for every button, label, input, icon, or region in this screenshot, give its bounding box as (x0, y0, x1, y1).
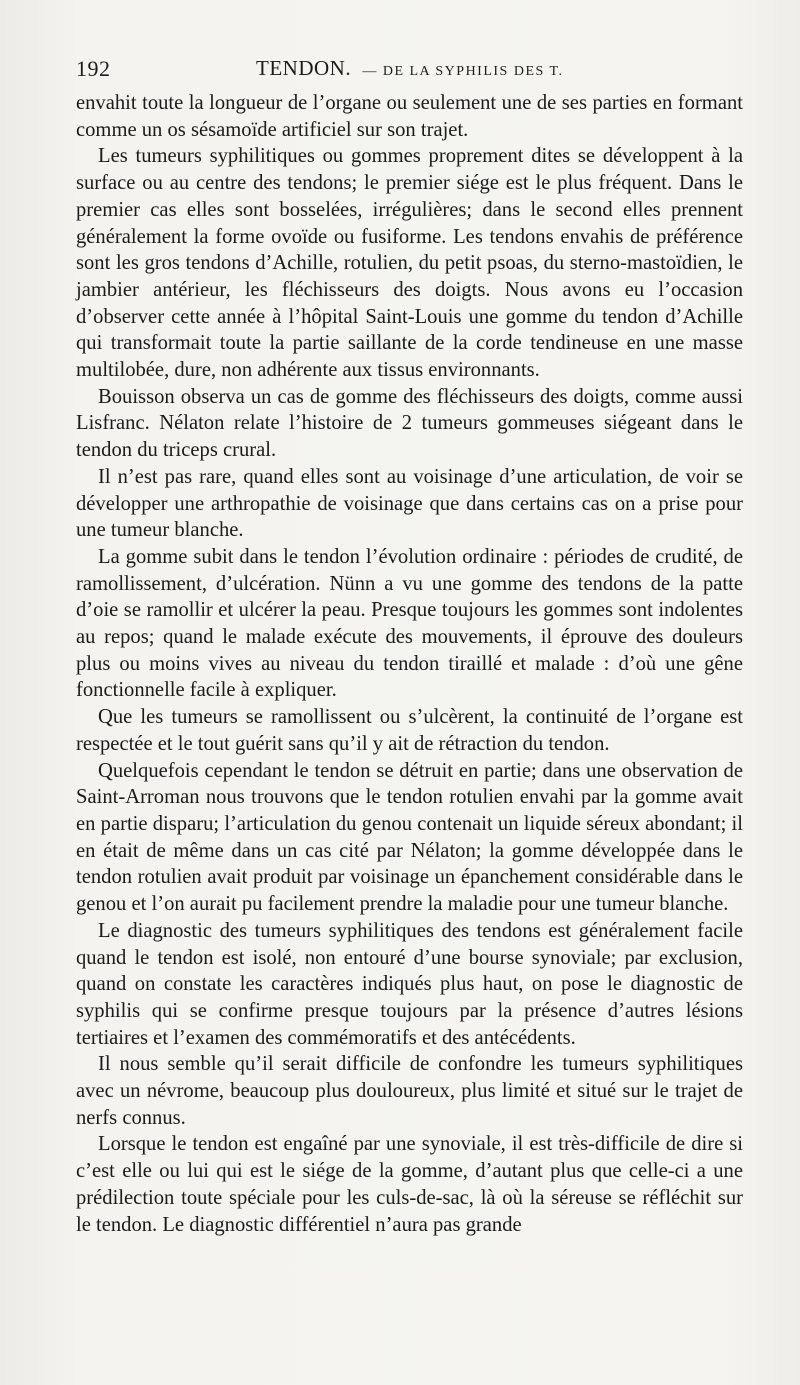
body-text (76, 90, 743, 1238)
page-header (76, 52, 743, 86)
paragraph: Que les tumeurs se ramollissent ou s’ulcèrent, la continuité de l’organe est respectée et le tout guérit sans qu’il y ait de rétraction du tendon. (76, 706, 743, 755)
paragraph: La gomme subit dans le tendon l’évolution ordinaire : périodes de crudité, de ramollissement, d’ulcération. Nünn a vu une gomme des tendons de la patte d’oie se ramollir et ulcérer la peau. Presque toujours les gommes sont indolentes au repos; quand le malade exécute des mouvements, il éprouve des douleurs plus ou moins vives au niveau du tendon tiraillé et malade : d’où une gêne fonctionnelle facile à expliquer. (76, 545, 743, 702)
paragraph: Il nous semble qu’il serait difficile de confondre les tumeurs syphilitiques avec un névrome, beaucoup plus douloureux, plus limité et situé sur le trajet de nerfs connus. (76, 1053, 743, 1129)
paragraph: Il n’est pas rare, quand elles sont au voisinage d’une articulation, de voir se développer une arthropathie de voisinage que dans certains cas on a prise pour une tumeur blanche. (76, 465, 743, 542)
paragraph: Lorsque le tendon est engaîné par une synoviale, il est très-difficile de dire si c’est elle ou lui qui est le siége de la gomme, d’autant plus que celle-ci a une prédilection toute spéciale pour les culs-de-sac, là où la séreuse se réfléchit sur le tendon. Le diagnostic différentiel n’aura pas grande (76, 1133, 743, 1236)
paragraph: Bouisson observa un cas de gomme des fléchisseurs des doigts, comme aussi Lisfranc. Nélaton relate l’histoire de 2 tumeurs gommeuses siégeant dans le tendon du triceps crural. (76, 385, 743, 462)
running-head-title: TENDON. (256, 56, 352, 80)
page-number: 192 (76, 56, 111, 81)
running-head-subtitle: — DE LA SYPHILIS DES T. (362, 64, 564, 79)
paragraph: envahit toute la longueur de l’organe ou seulement une de ses parties en formant comme un os sésamoïde artificiel sur son trajet. (76, 92, 743, 141)
paragraph: Quelquefois cependant le tendon se détruit en partie; dans une observation de Saint-Arroman nous trouvons que le tendon rotulien envahi par la gomme avait en partie disparu; l’articulation du genou contenait un liquide séreux abondant; il en était de même dans un cas cité par Nélaton; la gomme développée dans le tendon rotulien avait produit par voisinage un épanchement considérable dans le genou et l’on aurait pu facilement prendre la maladie pour une tumeur blanche. (76, 759, 743, 916)
paragraph: Les tumeurs syphilitiques ou gommes proprement dites se développent à la surface ou au centre des tendons; le premier siége est le plus fréquent. Dans le premier cas elles sont bosselées, irrégulières; dans le second elles prennent généralement la forme ovoïde ou fusiforme. Les tendons envahis de préférence sont les gros tendons d’Achille, rotulien, du petit psoas, du sterno-mastoïdien, le jambier antérieur, les fléchisseurs des doigts. Nous avons eu l’occasion d’observer cette année à l’hôpital Saint-Louis une gomme du tendon d’Achille qui transformait toute la partie saillante de la corde tendineuse en une masse multilobée, dure, non adhérente aux tissus environnants. (76, 145, 743, 382)
running-head (256, 56, 564, 81)
paragraph: Le diagnostic des tumeurs syphilitiques des tendons est généralement facile quand le tendon est isolé, non entouré d’une bourse synoviale; par exclusion, quand on constate les caractères indiqués plus haut, on pose le diagnostic de syphilis qui se confirme presque toujours par la présence d’autres lésions tertiaires et l’examen des commémoratifs et des antécédents. (76, 919, 743, 1049)
